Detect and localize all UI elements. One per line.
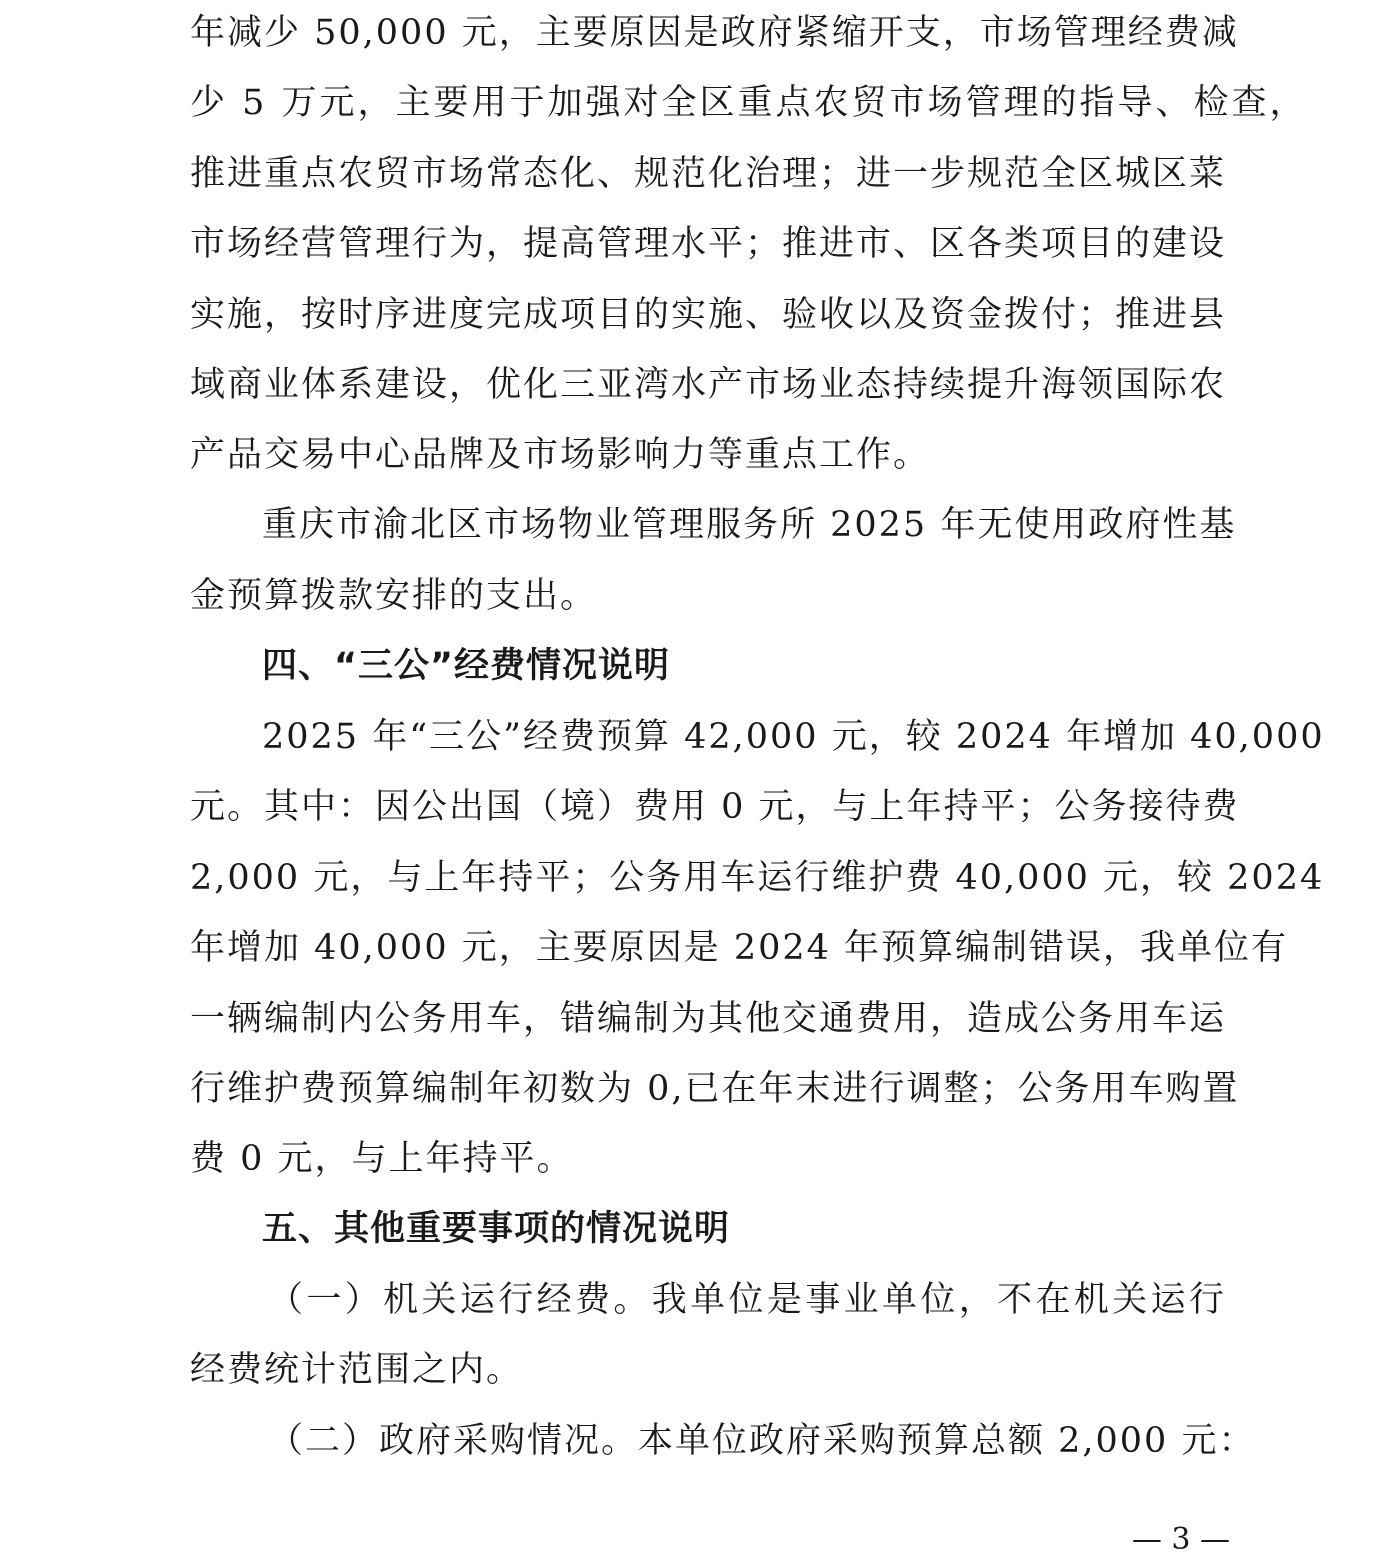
paragraph-line: 一辆编制内公务用车，错编制为其他交通费用，造成公务用车运 xyxy=(190,999,1227,1039)
paragraph-line: 实施，按时序进度完成项目的实施、验收以及资金拨付；推进县 xyxy=(190,295,1227,335)
paragraph-line: 年减少 50,000 元，主要原因是政府紧缩开支，市场管理经费减 xyxy=(190,13,1239,53)
paragraph-line: 产品交易中心品牌及市场影响力等重点工作。 xyxy=(190,435,931,475)
section-heading-4: 四、“三公”经费情况说明 xyxy=(262,646,671,686)
paragraph-line: 金预算拨款安排的支出。 xyxy=(190,576,598,616)
paragraph-line: （二）政府采购情况。本单位政府采购预算总额 2,000 元： xyxy=(268,1421,1256,1461)
paragraph-line: 2025 年“三公”经费预算 42,000 元，较 2024 年增加 40,000 xyxy=(262,717,1325,757)
paragraph-line: 域商业体系建设，优化三亚湾水产市场业态持续提升海领国际农 xyxy=(190,365,1227,405)
paragraph-line: （一）机关运行经费。我单位是事业单位，不在机关运行 xyxy=(268,1280,1226,1320)
paragraph-line: 费 0 元，与上年持平。 xyxy=(190,1139,574,1179)
paragraph-line: 推进重点农贸市场常态化、规范化治理；进一步规范全区城区菜 xyxy=(190,154,1227,194)
paragraph-line: 2,000 元，与上年持平；公务用车运行维护费 40,000 元，较 2024 xyxy=(190,858,1325,898)
paragraph-line: 重庆市渝北区市场物业管理服务所 2025 年无使用政府性基 xyxy=(262,505,1237,545)
paragraph-line: 元。其中：因公出国（境）费用 0 元，与上年持平；公务接待费 xyxy=(190,787,1240,827)
paragraph-line: 年增加 40,000 元，主要原因是 2024 年预算编制错误，我单位有 xyxy=(190,928,1289,968)
page-number: — 3 — xyxy=(1131,1522,1230,1557)
paragraph-line: 市场经营管理行为，提高管理水平；推进市、区各类项目的建设 xyxy=(190,224,1227,264)
paragraph-line: 行维护费预算编制年初数为 0,已在年末进行调整；公务用车购置 xyxy=(190,1069,1240,1109)
paragraph-line: 少 5 万元，主要用于加强对全区重点农贸市场管理的指导、检查， xyxy=(190,83,1308,123)
section-heading-5: 五、其他重要事项的情况说明 xyxy=(262,1209,731,1249)
paragraph-line: 经费统计范围之内。 xyxy=(190,1350,524,1390)
